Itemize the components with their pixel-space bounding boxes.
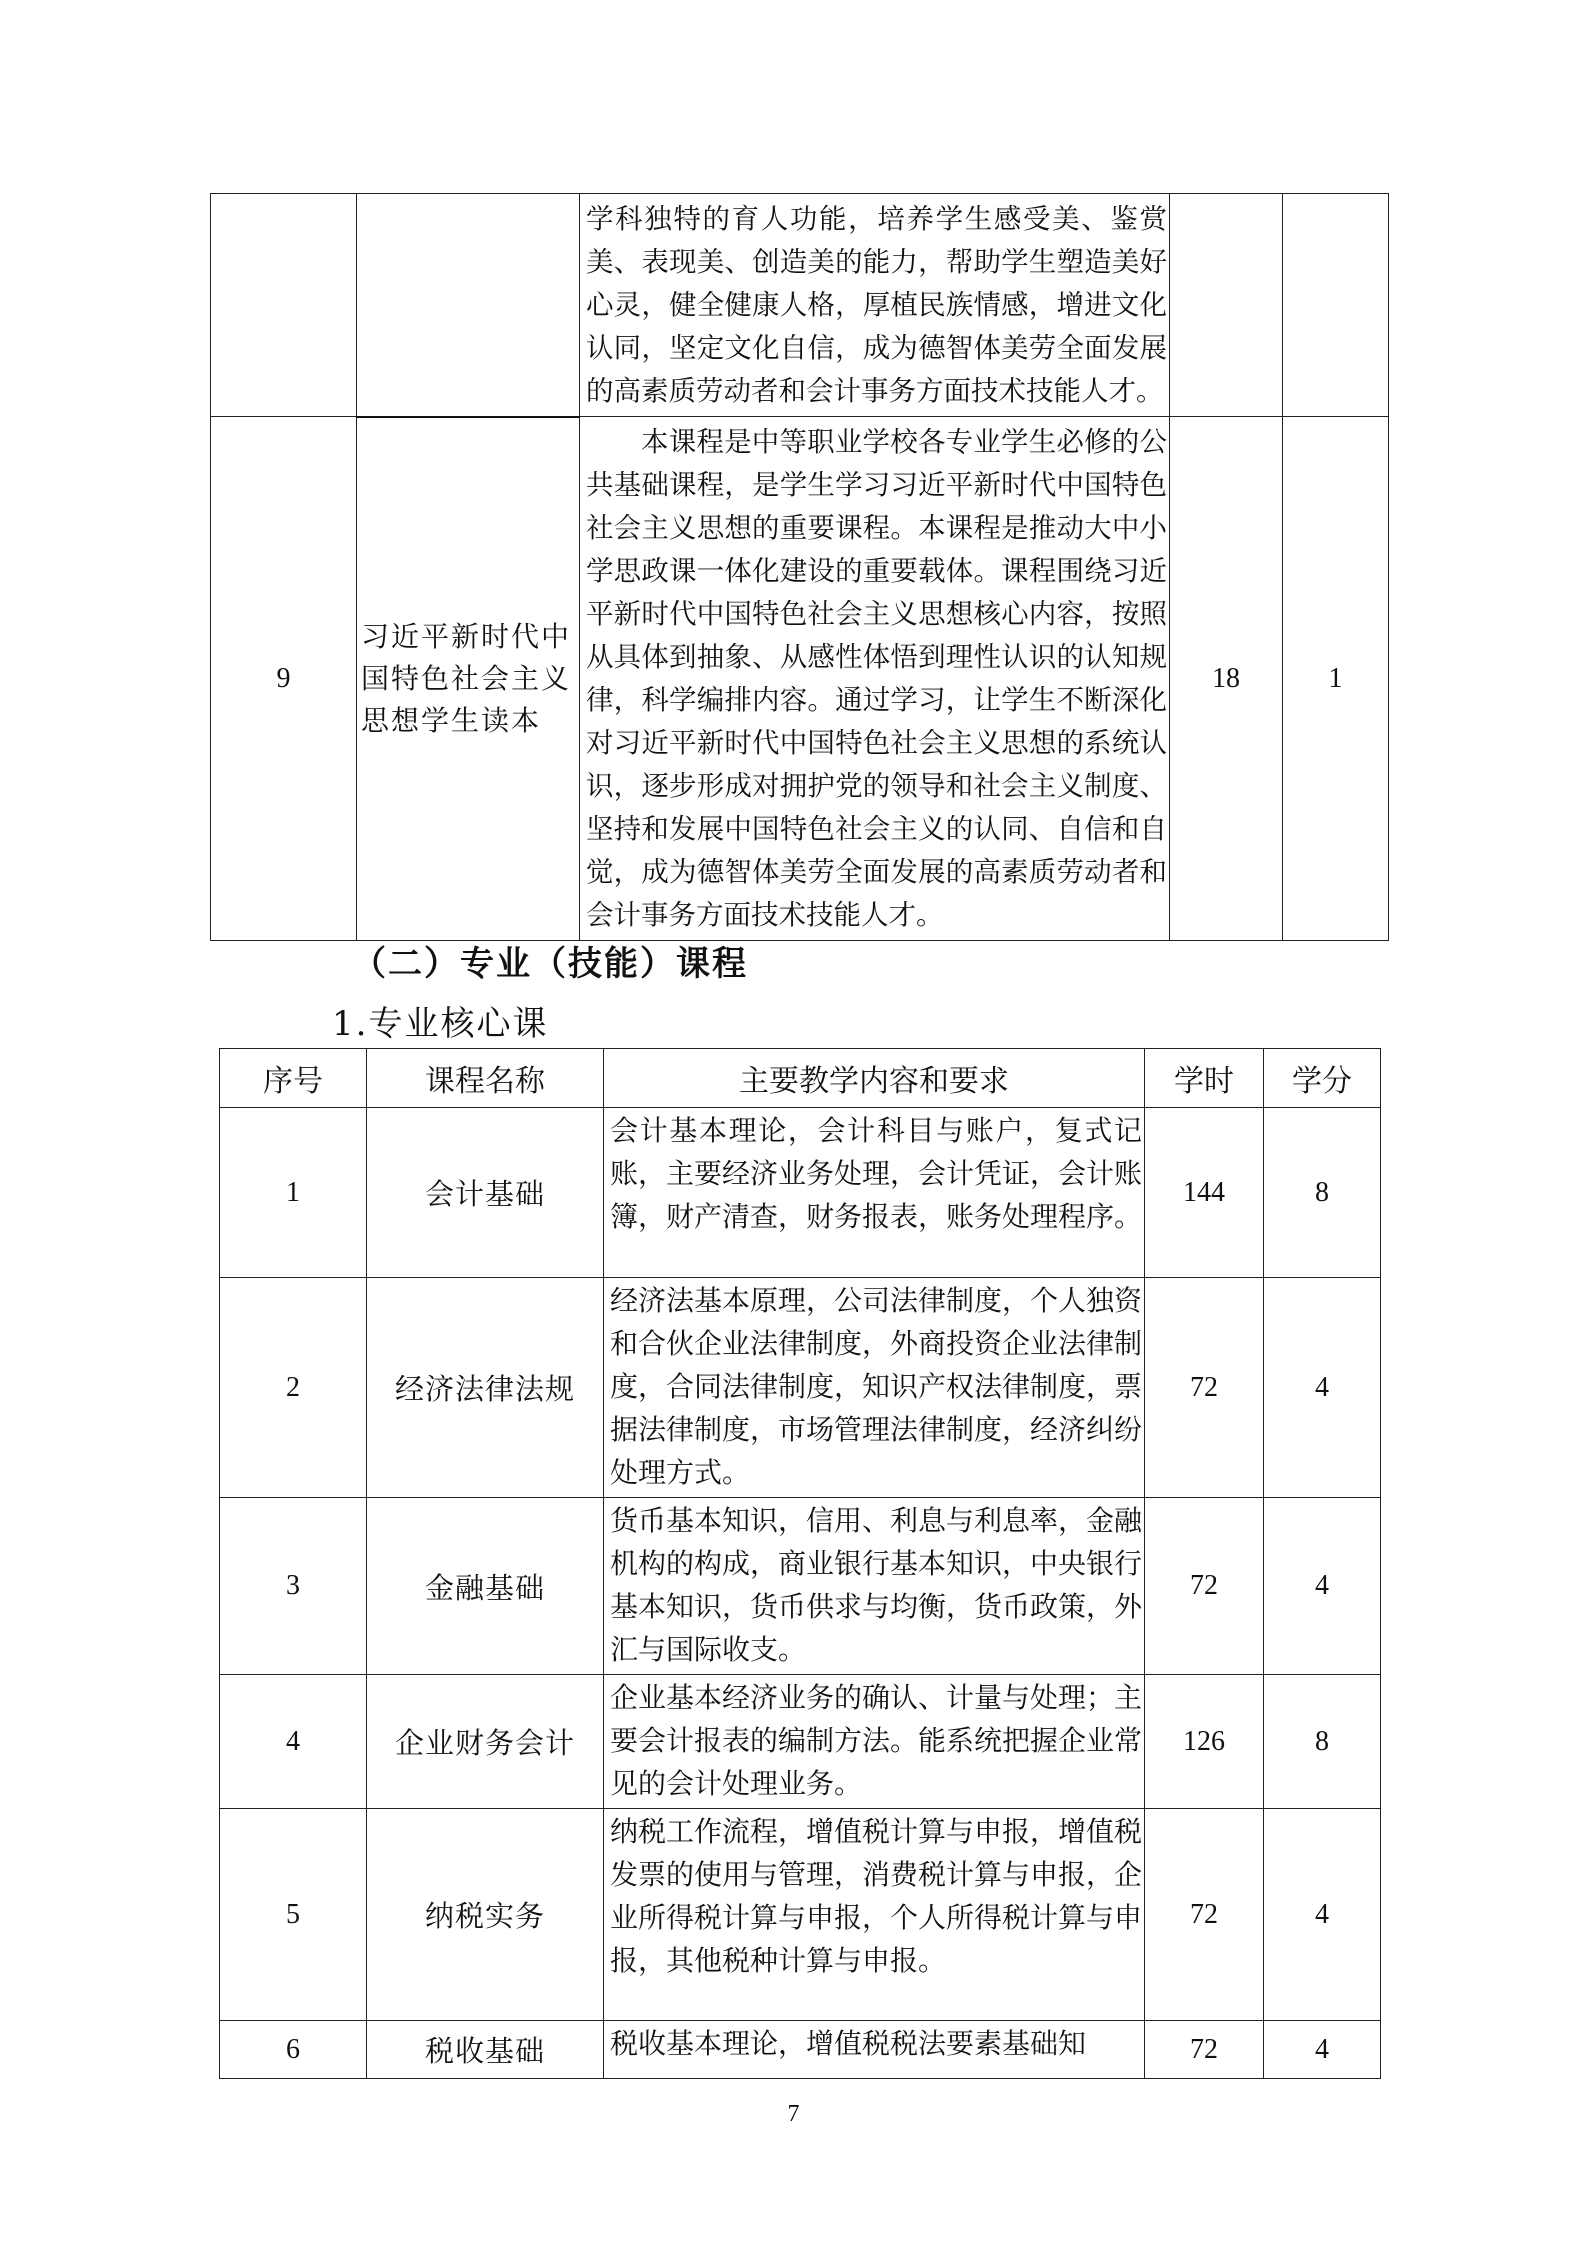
- course-hours: 18: [1170, 417, 1283, 941]
- table-row: [220, 1498, 1381, 1675]
- row-number: 1: [220, 1108, 367, 1278]
- course-hours: [1170, 194, 1283, 417]
- course-name: 经济法律法规: [367, 1278, 604, 1498]
- sub-heading: 1.专业核心课: [332, 1004, 549, 1044]
- course-hours: 144: [1145, 1108, 1264, 1278]
- course-content: 本课程是中等职业学校各专业学生必修的公共基础课程，是学生学习习近平新时代中国特色社会主义思想的重要课程。本课程是推动大中小学思政课一体化建设的重要载体。课程围绕习近平新时代中国特色社会主义思想核心内容，按照从具体到抽象、从感性体悟到理性认识的认知规律，科学编排内容。通过学习，让学生不断深化对习近平新时代中国特色社会主义思想的系统认识，逐步形成对拥护党的领导和社会主义制度、坚持和发展中国特色社会主义的认同、自信和自觉，成为德智体美劳全面发展的高素质劳动者和会计事务方面技术技能人才。: [580, 417, 1170, 941]
- course-hours: 72: [1145, 2021, 1264, 2079]
- course-credits: 1: [1283, 417, 1389, 941]
- course-credits: 4: [1264, 1498, 1381, 1675]
- course-name: 纳税实务: [367, 1809, 604, 2021]
- course-content: 货币基本知识，信用、利息与利息率，金融机构的构成，商业银行基本知识，中央银行基本知识，货币供求与均衡，货币政策，外汇与国际收支。: [604, 1498, 1145, 1675]
- table-row: [220, 1108, 1381, 1278]
- table-row: [220, 2021, 1381, 2079]
- course-credits: 4: [1264, 2021, 1381, 2079]
- course-content: 学科独特的育人功能，培养学生感受美、鉴赏美、表现美、创造美的能力，帮助学生塑造美好心灵，健全健康人格，厚植民族情感，增进文化认同，坚定文化自信，成为德智体美劳全面发展的高素质劳动者和会计事务方面技术技能人才。: [580, 194, 1170, 417]
- course-credits: [1283, 194, 1389, 417]
- public-course-table: [210, 193, 1389, 941]
- course-content: 税收基本理论，增值税税法要素基础知: [604, 2021, 1145, 2079]
- course-name: [357, 194, 580, 417]
- course-hours: 126: [1145, 1675, 1264, 1809]
- section-heading: （二）专业（技能）课程: [352, 944, 748, 984]
- course-name: 税收基础: [367, 2021, 604, 2079]
- header-no: 序号: [220, 1049, 367, 1108]
- course-name: 企业财务会计: [367, 1675, 604, 1809]
- row-number: 5: [220, 1809, 367, 2021]
- row-number: 6: [220, 2021, 367, 2079]
- table-row: [220, 1809, 1381, 2021]
- course-content: 纳税工作流程，增值税计算与申报，增值税发票的使用与管理，消费税计算与申报，企业所得税计算与申报，个人所得税计算与申报，其他税种计算与申报。: [604, 1809, 1145, 2021]
- course-content: 经济法基本原理，公司法律制度，个人独资和合伙企业法律制度，外商投资企业法律制度，合同法律制度，知识产权法律制度，票据法律制度，市场管理法律制度，经济纠纷处理方式。: [604, 1278, 1145, 1498]
- course-hours: 72: [1145, 1498, 1264, 1675]
- course-credits: 8: [1264, 1108, 1381, 1278]
- table-header-row: [220, 1049, 1381, 1108]
- course-content: 会计基本理论，会计科目与账户，复式记账，主要经济业务处理，会计凭证，会计账簿，财产清查，财务报表，账务处理程序。: [604, 1108, 1145, 1278]
- row-number: [211, 194, 357, 417]
- row-number: 2: [220, 1278, 367, 1498]
- table-row: [220, 1278, 1381, 1498]
- course-hours: 72: [1145, 1278, 1264, 1498]
- table-row: [220, 1675, 1381, 1809]
- course-name: 习近平新时代中国特色社会主义思想学生读本: [357, 417, 580, 941]
- table-row: [211, 194, 1389, 417]
- row-number: 4: [220, 1675, 367, 1809]
- header-hours: 学时: [1145, 1049, 1264, 1108]
- course-credits: 4: [1264, 1278, 1381, 1498]
- page-number: 7: [787, 2101, 800, 2127]
- table-row: [211, 417, 1389, 941]
- header-credits: 学分: [1264, 1049, 1381, 1108]
- course-credits: 8: [1264, 1675, 1381, 1809]
- course-name: 会计基础: [367, 1108, 604, 1278]
- course-content: 企业基本经济业务的确认、计量与处理；主要会计报表的编制方法。能系统把握企业常见的会计处理业务。: [604, 1675, 1145, 1809]
- header-content: 主要教学内容和要求: [604, 1049, 1145, 1108]
- row-number: 9: [211, 417, 357, 941]
- course-credits: 4: [1264, 1809, 1381, 2021]
- course-name: 金融基础: [367, 1498, 604, 1675]
- core-course-table: [219, 1048, 1381, 2079]
- row-number: 3: [220, 1498, 367, 1675]
- header-name: 课程名称: [367, 1049, 604, 1108]
- course-hours: 72: [1145, 1809, 1264, 2021]
